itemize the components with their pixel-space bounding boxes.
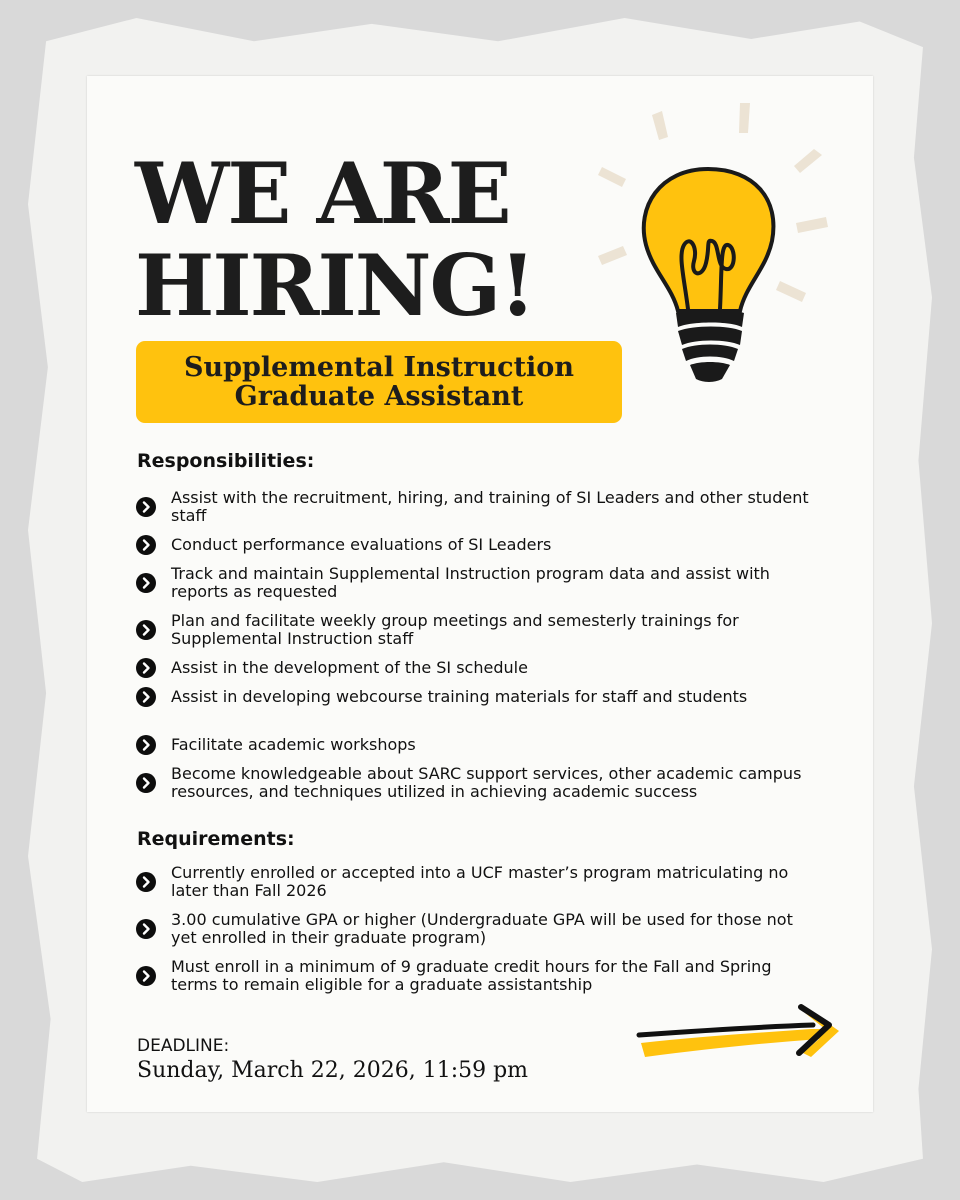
headline-line-2: HIRING! [135, 236, 535, 335]
chevron-right-circle-icon [136, 687, 156, 707]
list-item-text: Conduct performance evaluations of SI Leaders [171, 535, 552, 554]
list-item [136, 864, 816, 900]
chevron-right-circle-icon [136, 658, 156, 678]
chevron-right-circle-icon [136, 573, 156, 593]
lightbulb-icon [590, 95, 870, 395]
list-item-text: Assist in the development of the SI schedule [171, 658, 528, 677]
list-item [136, 565, 816, 601]
list-item [136, 536, 551, 554]
list-item-text: Assist in developing webcourse training materials for staff and students [171, 687, 748, 706]
list-item [136, 612, 816, 648]
list-item [136, 958, 816, 994]
responsibilities-heading: Responsibilities: [137, 450, 315, 472]
position-title-line-1: Supplemental Instruction [184, 352, 574, 383]
list-item-text: Facilitate academic workshops [171, 735, 416, 754]
deadline-label: DEADLINE: [137, 1036, 230, 1056]
requirements-heading: Requirements: [137, 828, 295, 850]
chevron-right-circle-icon [136, 735, 156, 755]
chevron-right-circle-icon [136, 919, 156, 939]
position-title-line-2: Graduate Assistant [234, 381, 524, 412]
headline-line-1: WE ARE [135, 144, 510, 243]
list-item-text: Become knowledgeable about SARC support services, other academic campus resources, and techniques utilized in achieving academic success [171, 764, 802, 801]
list-item-text: Assist with the recruitment, hiring, and training of SI Leaders and other student staff [171, 488, 809, 525]
list-item [136, 688, 747, 706]
list-item [136, 736, 416, 754]
chevron-right-circle-icon [136, 497, 156, 517]
position-title-banner [136, 341, 622, 423]
chevron-right-circle-icon [136, 773, 156, 793]
deadline-date: Sunday, March 22, 2026, 11:59 pm [137, 1058, 529, 1083]
headline [135, 144, 535, 335]
list-item-text: 3.00 cumulative GPA or higher (Undergraduate GPA will be used for those not yet enrolled in their graduate program) [171, 910, 793, 947]
list-item-text: Must enroll in a minimum of 9 graduate credit hours for the Fall and Spring terms to remain eligible for a graduate assistantship [171, 957, 772, 994]
list-item-text: Currently enrolled or accepted into a UCF master’s program matriculating no later than Fall 2026 [171, 863, 789, 900]
chevron-right-circle-icon [136, 966, 156, 986]
chevron-right-circle-icon [136, 872, 156, 892]
arrow-right-icon [635, 995, 845, 1085]
list-item [136, 489, 816, 525]
chevron-right-circle-icon [136, 535, 156, 555]
list-item [136, 765, 816, 801]
list-item-text: Plan and facilitate weekly group meetings and semesterly trainings for Supplemental Instruction staff [171, 611, 739, 648]
chevron-right-circle-icon [136, 620, 156, 640]
list-item-text: Track and maintain Supplemental Instruction program data and assist with reports as requested [171, 564, 770, 601]
list-item [136, 911, 816, 947]
list-item [136, 659, 528, 677]
